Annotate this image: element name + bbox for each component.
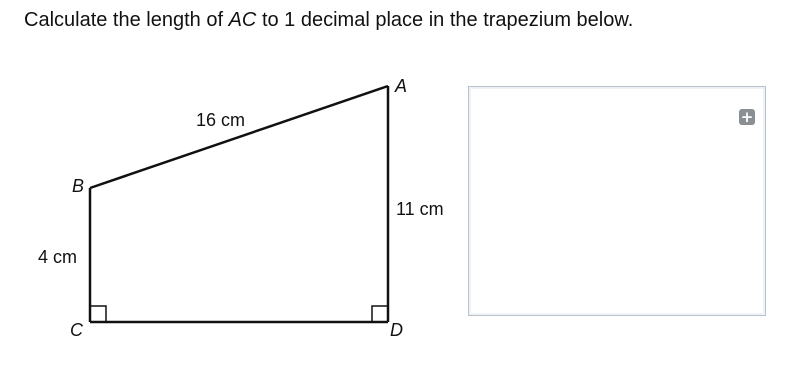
vertex-c-label: C — [70, 320, 83, 340]
right-angle-d — [372, 306, 388, 322]
right-angle-c — [90, 306, 106, 322]
plus-icon[interactable]: + — [740, 108, 754, 126]
answer-box[interactable] — [468, 86, 766, 316]
question-suffix: to 1 decimal place in the trapezium below. — [256, 9, 634, 31]
question-prefix: Calculate the length of — [24, 9, 229, 31]
side-ab-length-label: 16 cm — [196, 110, 246, 130]
vertex-a-label: A — [395, 76, 408, 96]
vertex-b-label: B — [72, 176, 85, 196]
side-bc-length-label: 4 cm — [38, 247, 78, 267]
question-segment: AC — [228, 9, 257, 31]
side-ad-length-label: 11 cm — [396, 199, 444, 219]
side-ab — [90, 86, 388, 188]
vertex-d-label: D — [390, 320, 403, 340]
